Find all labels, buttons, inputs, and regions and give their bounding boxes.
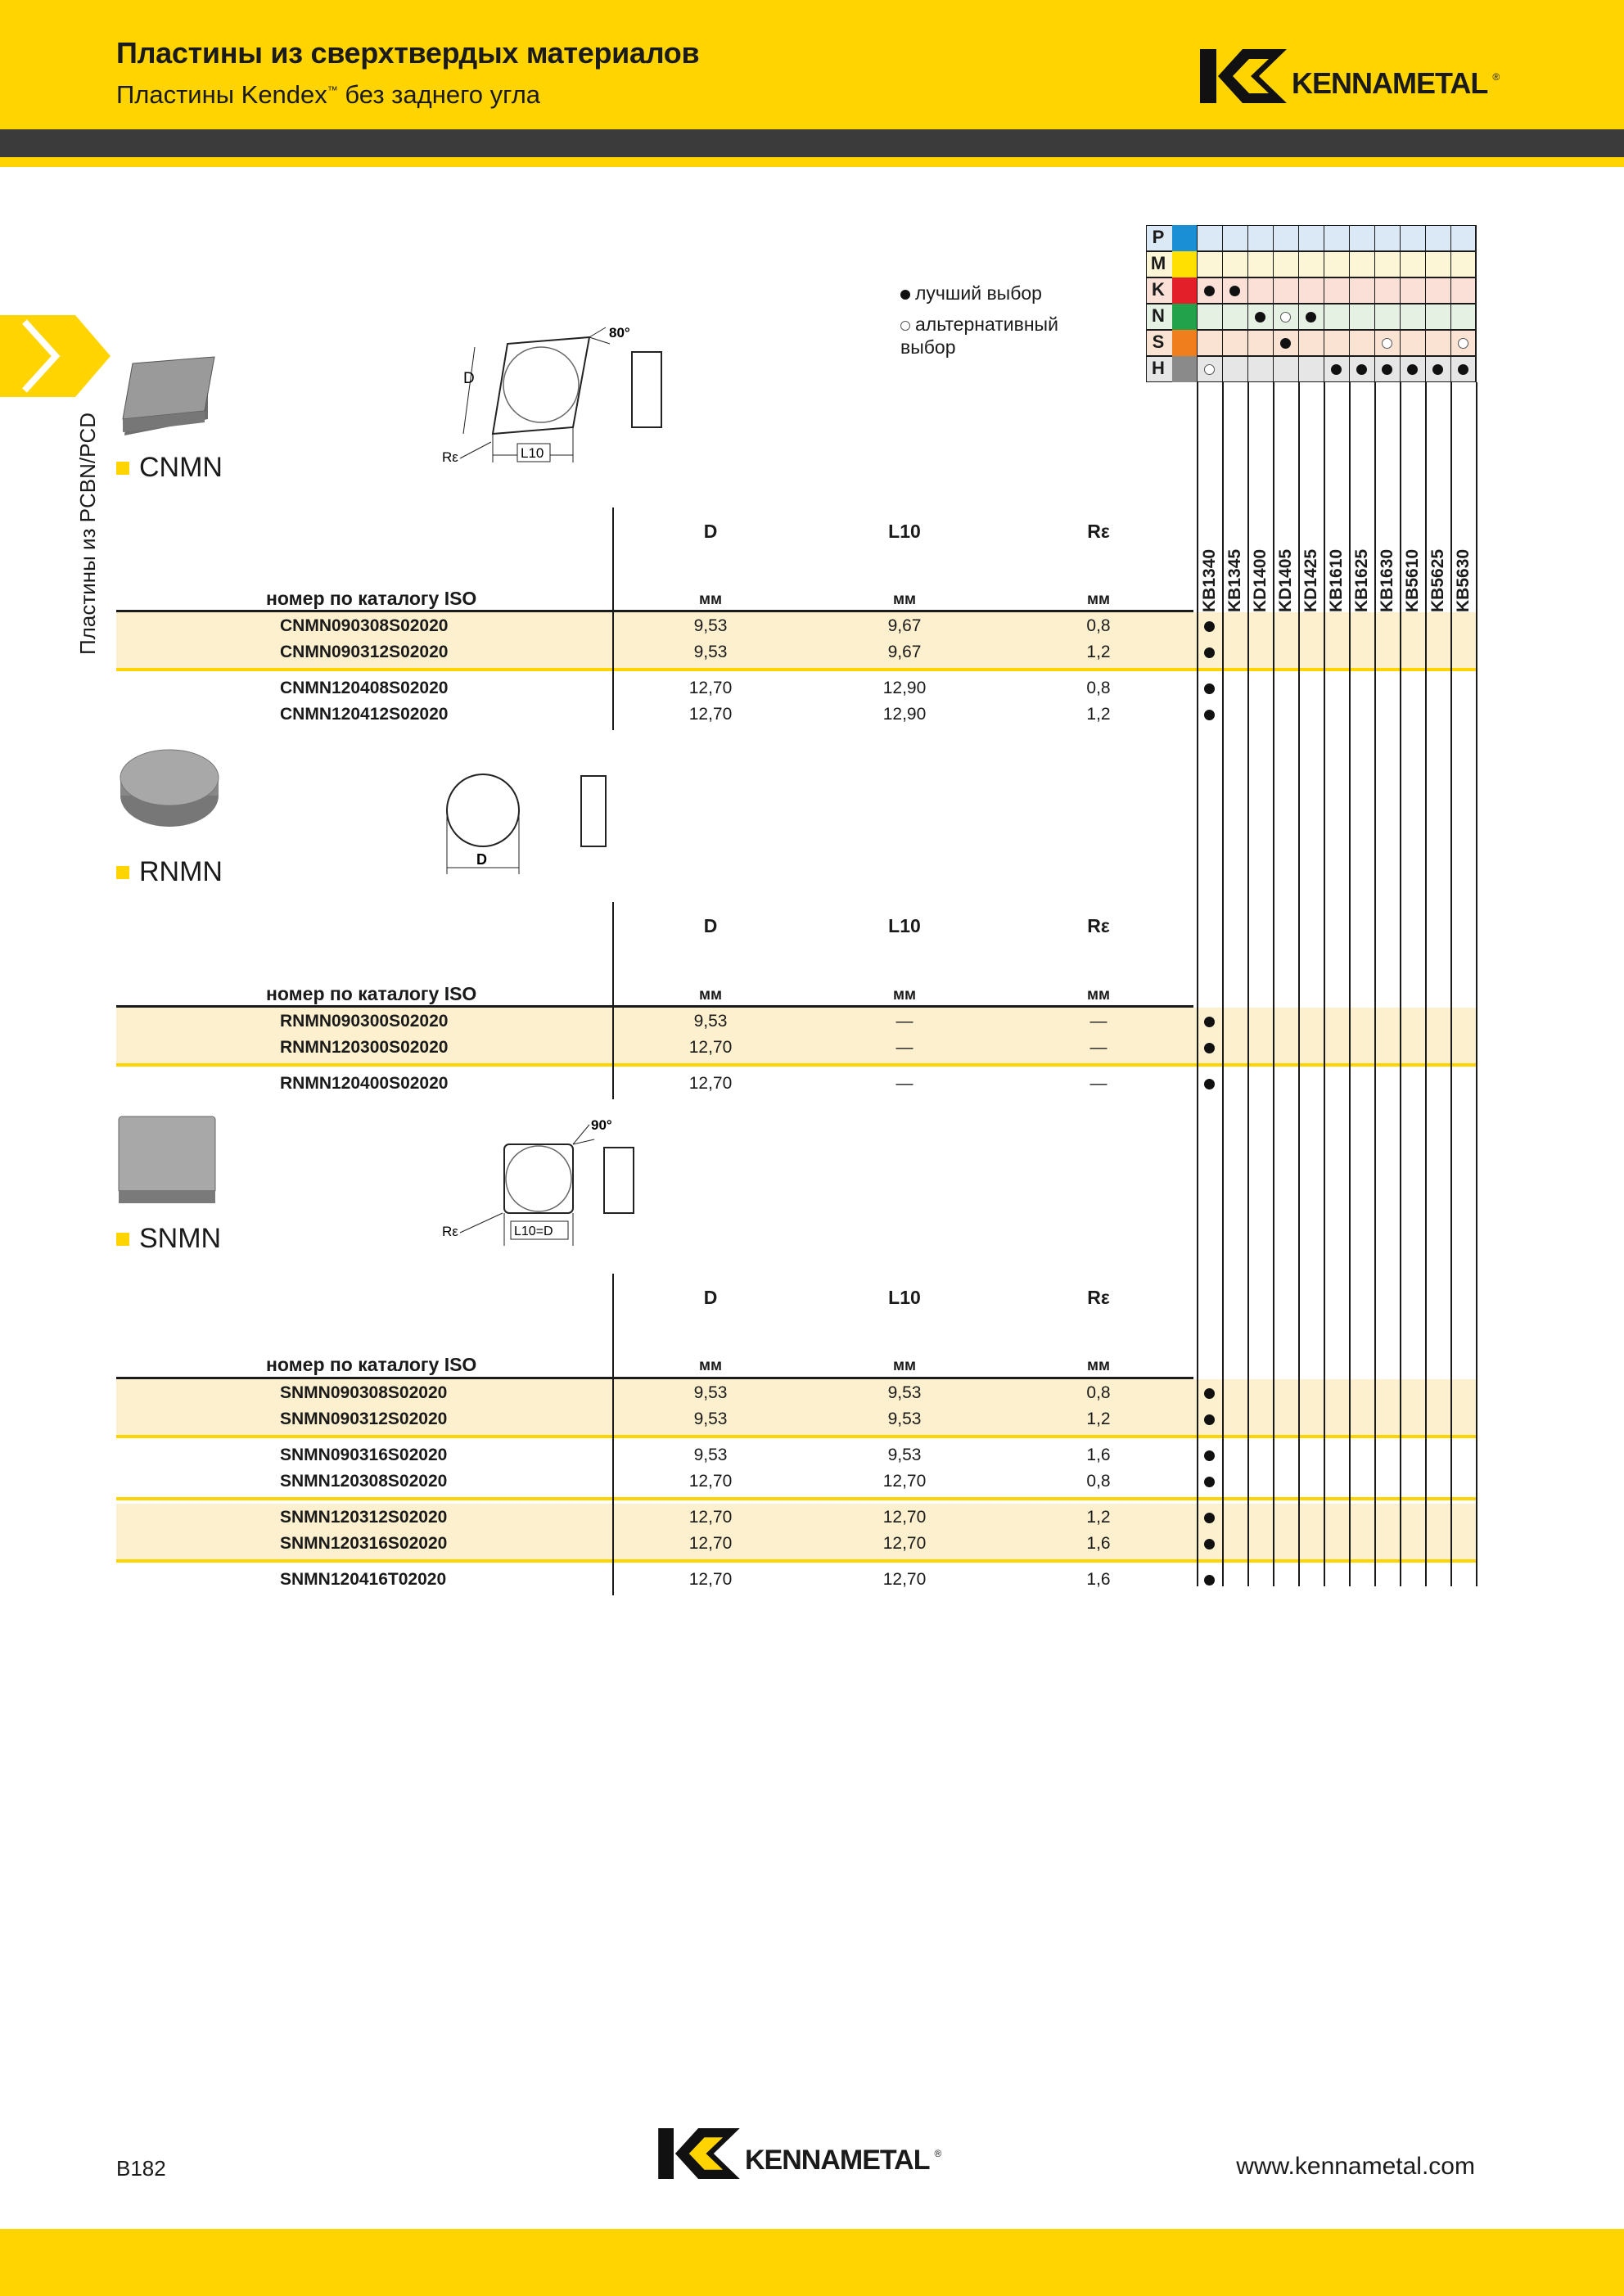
best-choice-dot (1204, 1575, 1215, 1586)
best-choice-dot (1204, 1388, 1215, 1399)
best-choice-dot (1458, 364, 1468, 375)
best-choice-dot (1306, 312, 1316, 323)
legend-alternative: альтернативный выбор (900, 314, 1058, 358)
column-header-re: Rε (1087, 521, 1110, 542)
grade-header-divider (1476, 225, 1477, 382)
best-choice-dot (1356, 364, 1367, 375)
grade-header-divider (1425, 225, 1426, 382)
cell-d: 12,70 (688, 1508, 733, 1527)
table-row (116, 1381, 1193, 1407)
column-header-re: Rε (1087, 1287, 1110, 1308)
cell-d: 12,70 (688, 705, 733, 724)
best-choice-dot (1407, 364, 1418, 375)
best-choice-dot (1204, 1477, 1215, 1487)
material-letter: S (1152, 332, 1165, 352)
best-choice-dot (1382, 364, 1392, 375)
best-choice-dot (1204, 1043, 1215, 1053)
table-row (116, 676, 1193, 702)
best-choice-dot (1204, 1079, 1215, 1089)
page-title: Пластины из сверхтвердых материалов (116, 36, 700, 70)
catalog-number: SNMN120316S02020 (280, 1534, 448, 1553)
best-choice-dot (1280, 338, 1291, 349)
grade-column-line (1273, 382, 1274, 1586)
catalog-number: CNMN120412S02020 (280, 705, 449, 724)
cell-re: 1,2 (1086, 643, 1111, 661)
column-unit-re: мм (1086, 1357, 1111, 1374)
diagram-label-d: D (463, 370, 475, 387)
grade-header-divider (1349, 225, 1350, 382)
yellow-square-icon (116, 462, 129, 475)
page-subtitle: Пластины Kendex™ без заднего угла (116, 80, 541, 109)
cell-l10: 12,70 (882, 1534, 927, 1553)
grade-name: KB5630 (1454, 548, 1473, 612)
best-choice-dot (1204, 1414, 1215, 1425)
hollow-dot-icon (900, 321, 910, 331)
insert-image-rnmn (116, 745, 223, 839)
cell-l10: — (895, 1012, 914, 1031)
cell-l10: 12,70 (882, 1570, 927, 1589)
header-yellow-stripe (0, 157, 1624, 167)
cell-d: 9,53 (693, 1446, 728, 1464)
grade-column-line (1324, 382, 1325, 1586)
material-letter: N (1152, 305, 1165, 326)
iso-column-header: номер по каталогу ISO (266, 1354, 477, 1375)
alternative-choice-dot (1382, 338, 1392, 349)
cell-re: 0,8 (1086, 1472, 1111, 1491)
cell-l10: 9,53 (887, 1383, 922, 1402)
cell-d: 9,53 (693, 1012, 728, 1031)
row-band-separator (116, 668, 1476, 671)
diagram-label-l10: L10 (521, 445, 544, 461)
grade-header-divider (1197, 225, 1198, 382)
cell-l10: 12,70 (882, 1472, 927, 1491)
table-row (116, 1505, 1193, 1531)
diagram-label-re: Rε (442, 449, 458, 465)
column-unit-l10: мм (892, 591, 917, 608)
header-gray-stripe (0, 129, 1624, 157)
material-letter: K (1152, 279, 1165, 300)
cell-l10: 9,67 (887, 643, 922, 661)
dimension-diagram-rnmn (442, 761, 671, 888)
cell-re: 1,2 (1086, 1508, 1111, 1527)
column-unit-l10: мм (892, 1357, 917, 1374)
table-row (116, 1469, 1193, 1495)
column-header-re: Rε (1087, 915, 1110, 936)
cell-l10: 12,90 (882, 679, 927, 697)
insert-type-label (116, 1223, 221, 1255)
table-row (116, 1071, 1193, 1098)
material-color-swatch (1172, 251, 1197, 277)
cell-d: 12,70 (688, 1570, 733, 1589)
cell-l10: 9,67 (887, 616, 922, 635)
cell-re: 0,8 (1086, 1383, 1111, 1402)
catalog-number: CNMN090312S02020 (280, 643, 449, 661)
material-color-swatch (1172, 356, 1197, 382)
cell-d: 9,53 (693, 616, 728, 635)
website-link[interactable]: www.kennametal.com (1236, 2153, 1475, 2180)
grade-name: KB1345 (1225, 548, 1244, 612)
column-unit-l10: мм (892, 986, 917, 1004)
best-choice-dot (1255, 312, 1265, 323)
material-letter: P (1152, 227, 1165, 247)
grade-header-divider (1298, 225, 1299, 382)
catalog-number: RNMN090300S02020 (280, 1012, 449, 1031)
grade-header-divider (1222, 225, 1223, 382)
catalog-number: SNMN120308S02020 (280, 1472, 448, 1491)
column-header-d: D (703, 915, 718, 936)
grade-name: KB5625 (1428, 548, 1447, 612)
catalog-number: SNMN090308S02020 (280, 1383, 448, 1402)
iso-column-header: номер по каталогу ISO (266, 983, 477, 1004)
column-header-l10: L10 (888, 915, 921, 936)
best-choice-dot (1204, 1450, 1215, 1461)
insert-type-name: SNMN (139, 1223, 222, 1254)
best-choice-dot (1204, 286, 1215, 296)
page-number: B182 (116, 2156, 166, 2181)
footer-kennametal-logo: KENNAMETAL ® (658, 2128, 941, 2179)
cell-re: — (1089, 1074, 1107, 1093)
grade-name: KD1405 (1276, 548, 1295, 612)
grade-column-line (1476, 382, 1477, 1586)
grade-column-line (1197, 382, 1198, 1586)
table-row (116, 640, 1193, 666)
cell-re: 0,8 (1086, 616, 1111, 635)
row-band-separator (116, 1435, 1476, 1438)
grade-column-line (1298, 382, 1300, 1586)
grade-column-line (1222, 382, 1224, 1586)
insert-type-name: RNMN (139, 856, 223, 887)
best-choice-dot (1204, 1513, 1215, 1523)
grade-header-divider (1400, 225, 1401, 382)
cell-l10: — (895, 1038, 914, 1057)
best-choice-dot (1331, 364, 1342, 375)
grade-header-divider (1273, 225, 1274, 382)
best-choice-dot (1204, 683, 1215, 694)
cell-re: — (1089, 1038, 1107, 1057)
dimension-diagram-cnmn (442, 319, 712, 479)
best-choice-dot (1229, 286, 1240, 296)
insert-image-cnmn (116, 354, 223, 448)
grade-column-line (1450, 382, 1452, 1586)
dimension-diagram-snmn (442, 1113, 688, 1256)
column-unit-d: мм (698, 986, 723, 1004)
cell-l10: 9,53 (887, 1410, 922, 1428)
table-row (116, 1568, 1193, 1594)
material-color-swatch (1172, 304, 1197, 330)
grade-column-line (1349, 382, 1351, 1586)
cell-re: 0,8 (1086, 679, 1111, 697)
grade-header-divider (1374, 225, 1375, 382)
cell-l10: 12,70 (882, 1508, 927, 1527)
table-vertical-divider (612, 902, 614, 1099)
grade-header-divider (1450, 225, 1451, 382)
row-band-separator (116, 1497, 1476, 1500)
table-row (116, 702, 1193, 728)
table-row (116, 614, 1193, 640)
cell-re: — (1089, 1012, 1107, 1031)
alternative-choice-dot (1280, 312, 1291, 323)
diagram-label-angle: 90° (591, 1117, 612, 1133)
cell-d: 9,53 (693, 1410, 728, 1428)
column-unit-d: мм (698, 1357, 723, 1374)
column-unit-re: мм (1086, 591, 1111, 608)
side-arrow-icon (0, 315, 115, 397)
cell-d: 12,70 (688, 679, 733, 697)
table-row (116, 1035, 1193, 1062)
cell-l10: 9,53 (887, 1446, 922, 1464)
table-row (116, 1443, 1193, 1469)
catalog-number: SNMN090312S02020 (280, 1410, 448, 1428)
cell-d: 9,53 (693, 643, 728, 661)
grade-name: KB5610 (1403, 548, 1422, 612)
catalog-number: CNMN120408S02020 (280, 679, 449, 697)
cell-re: 1,6 (1086, 1446, 1111, 1464)
insert-image-snmn (116, 1113, 223, 1216)
table-row (116, 1407, 1193, 1433)
kennametal-k-icon (658, 2128, 740, 2179)
catalog-number: SNMN120416T02020 (280, 1570, 447, 1589)
insert-type-name: CNMN (139, 452, 223, 483)
material-letter: M (1150, 253, 1166, 273)
best-choice-dot (1432, 364, 1443, 375)
cell-d: 12,70 (688, 1534, 733, 1553)
catalog-number: CNMN090308S02020 (280, 616, 449, 635)
material-color-swatch (1172, 225, 1197, 251)
column-header-d: D (703, 1287, 718, 1308)
catalog-number: SNMN090316S02020 (280, 1446, 448, 1464)
grade-header-divider (1247, 225, 1248, 382)
grade-name: KB1625 (1352, 548, 1371, 612)
row-band-separator (116, 1559, 1476, 1563)
filled-dot-icon (900, 290, 910, 300)
grade-column-line (1425, 382, 1427, 1586)
diagram-label-d: D (476, 851, 487, 868)
iso-column-header: номер по каталогу ISO (266, 588, 477, 609)
kennametal-k-icon (1200, 49, 1287, 103)
kennametal-logo: KENNAMETAL ® (1200, 49, 1500, 103)
legend-best: лучший выбор (900, 282, 1042, 304)
diagram-label-re: Rε (442, 1224, 458, 1239)
cell-re: 1,6 (1086, 1534, 1111, 1553)
yellow-square-icon (116, 866, 129, 879)
material-letter: H (1152, 358, 1165, 378)
best-choice-dot (1204, 710, 1215, 720)
insert-type-label (116, 856, 223, 888)
diagram-label-l10: L10=D (514, 1225, 553, 1238)
cell-re: 1,2 (1086, 1410, 1111, 1428)
column-unit-d: мм (698, 591, 723, 608)
alternative-choice-dot (1204, 364, 1215, 375)
cell-d: 9,53 (693, 1383, 728, 1402)
grade-name: KB1340 (1200, 548, 1219, 612)
insert-type-label (116, 452, 223, 484)
column-header-d: D (703, 521, 718, 542)
column-unit-re: мм (1086, 986, 1111, 1004)
best-choice-dot (1204, 621, 1215, 632)
side-label: Пластины из PCBN/PCD (75, 412, 100, 655)
cell-l10: — (895, 1074, 914, 1093)
yellow-square-icon (116, 1233, 129, 1246)
grade-name: KB1610 (1327, 548, 1346, 612)
table-row (116, 1531, 1193, 1558)
grade-name: KB1630 (1378, 548, 1396, 612)
cell-d: 12,70 (688, 1074, 733, 1093)
best-choice-dot (1204, 1539, 1215, 1549)
table-row (116, 1009, 1193, 1035)
alternative-choice-dot (1458, 338, 1468, 349)
material-color-swatch (1172, 277, 1197, 304)
column-header-l10: L10 (888, 1287, 921, 1308)
grade-name: KD1400 (1251, 548, 1270, 612)
grade-column-line (1400, 382, 1401, 1586)
cell-d: 12,70 (688, 1038, 733, 1057)
diagram-label-angle: 80° (609, 325, 630, 341)
catalog-number: SNMN120312S02020 (280, 1508, 448, 1527)
grade-column-line (1374, 382, 1376, 1586)
column-header-l10: L10 (888, 521, 921, 542)
grade-column-line (1247, 382, 1249, 1586)
best-choice-dot (1204, 647, 1215, 658)
best-choice-dot (1204, 1017, 1215, 1027)
cell-l10: 12,90 (882, 705, 927, 724)
cell-re: 1,2 (1086, 705, 1111, 724)
grade-name: KD1425 (1301, 548, 1320, 612)
cell-d: 12,70 (688, 1472, 733, 1491)
footer-band (0, 2229, 1624, 2296)
cell-re: 1,6 (1086, 1570, 1111, 1589)
catalog-number: RNMN120300S02020 (280, 1038, 449, 1057)
row-band-separator (116, 1063, 1476, 1067)
catalog-number: RNMN120400S02020 (280, 1074, 449, 1093)
material-color-swatch (1172, 330, 1197, 356)
